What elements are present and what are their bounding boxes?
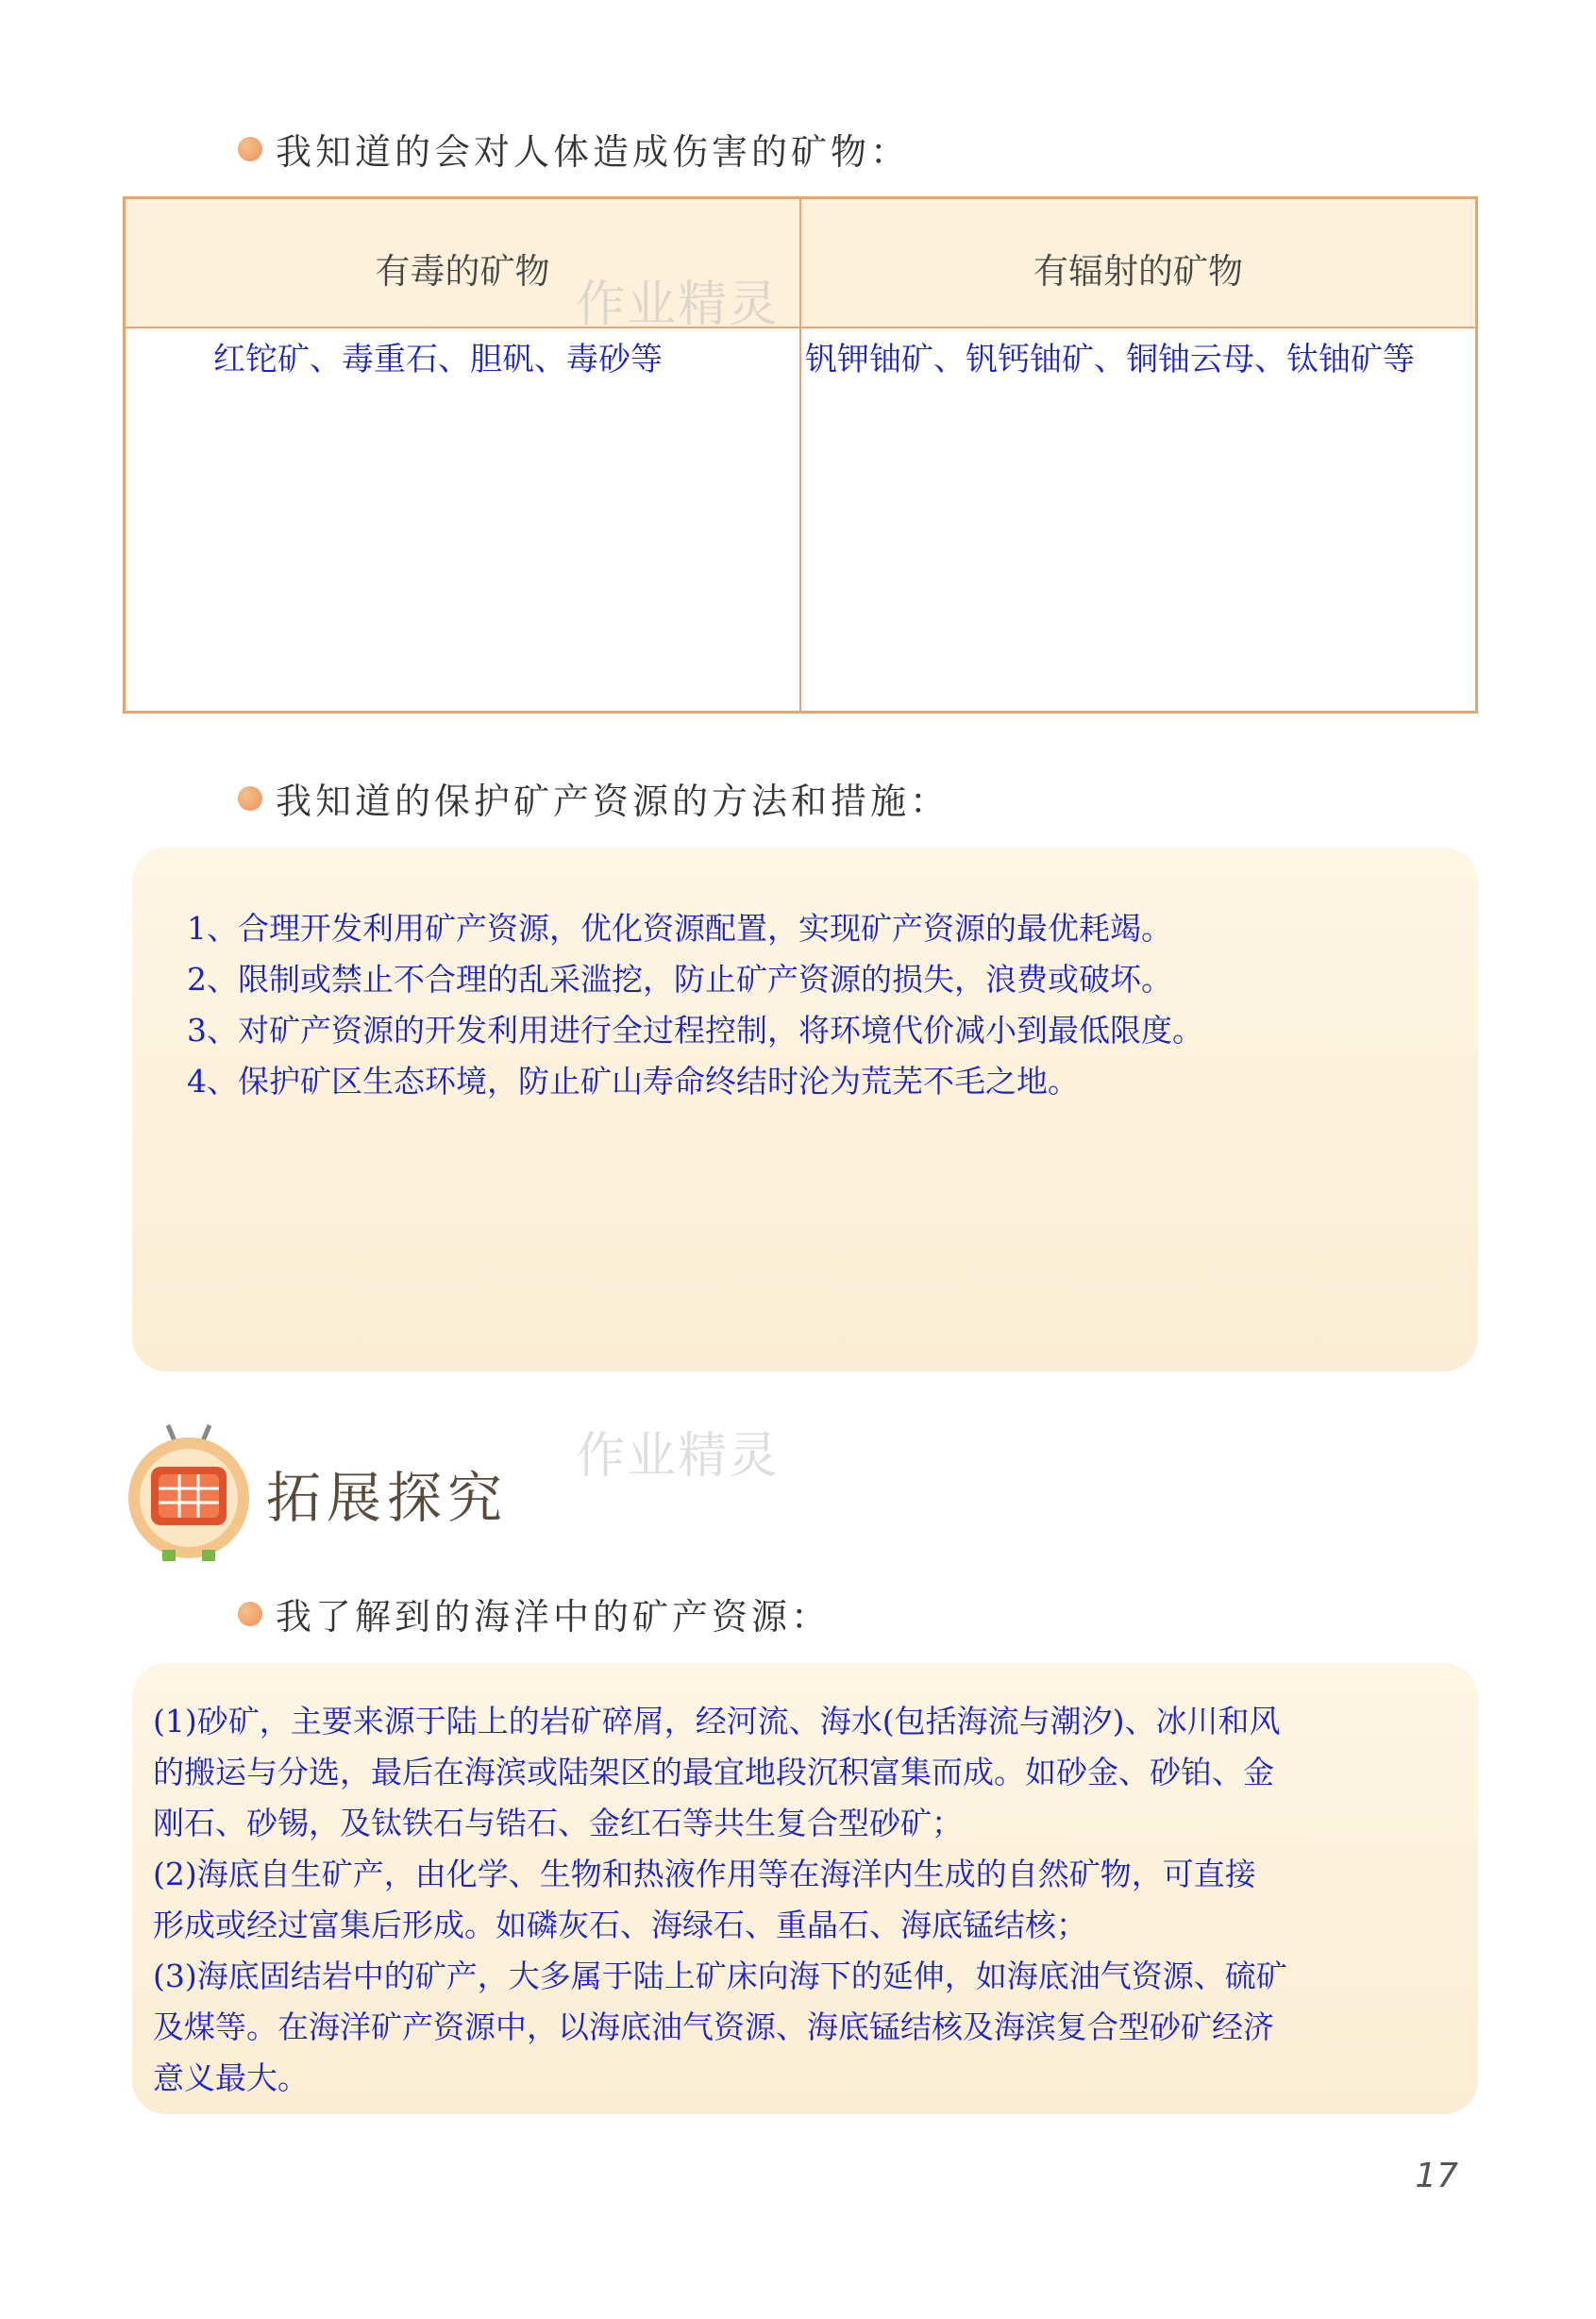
toxic-minerals-answer: 红铊矿、毒重石、胆矾、毒砂等 xyxy=(213,341,663,378)
bullet-dot-icon xyxy=(238,137,262,161)
ocean-line-7: 及煤等。在海洋矿产资源中，以海底油气资源、海底锰结核及海滨复合型砂矿经济 xyxy=(153,2008,1274,2045)
section1-heading-text: 我知道的会对人体造成伤害的矿物： xyxy=(276,131,911,173)
ocean-line-6: (3)海底固结岩中的矿产，大多属于陆上矿床向海下的延伸，如海底油气资源、硫矿 xyxy=(153,1958,1287,1994)
radioactive-minerals-answer: 钒钾铀矿、钒钙铀矿、铜铀云母、钛铀矿等 xyxy=(805,341,1415,378)
extension-heading-text: 我了解到的海洋中的矿产资源： xyxy=(276,1596,832,1638)
ocean-line-4: (2)海底自生矿产，由化学、生物和热液作用等在海洋内生成的自然矿物，可直接 xyxy=(153,1856,1256,1892)
ocean-line-1: (1)砂矿，主要来源于陆上的岩矿碎屑，经河流、海水(包括海流与潮汐)、冰川和风 xyxy=(153,1703,1281,1739)
extension-title: 拓展探究 xyxy=(266,1466,509,1530)
ocean-line-8: 意义最大。 xyxy=(153,2059,309,2096)
section2-heading-text: 我知道的保护矿产资源的方法和措施： xyxy=(276,781,950,822)
toxic-minerals-header: 有毒的矿物 xyxy=(375,251,550,292)
radioactive-minerals-header: 有辐射的矿物 xyxy=(1033,251,1243,292)
ocean-line-3: 刚石、砂锡，及钛铁石与锆石、金红石等共生复合型砂矿； xyxy=(153,1805,963,1841)
bullet-dot-icon xyxy=(238,786,262,811)
ocean-line-5: 形成或经过富集后形成。如磷灰石、海绿石、重晶石、海底锰结核； xyxy=(153,1907,1087,1943)
section1-heading xyxy=(238,123,910,175)
section2-heading xyxy=(238,772,949,824)
protection-line-3: 3、对矿产资源的开发利用进行全过程控制，将环境代价减小到最低限度。 xyxy=(187,1012,1203,1049)
extension-heading xyxy=(238,1588,831,1639)
watermark: 作业精灵 xyxy=(576,277,781,333)
protection-line-4: 4、保护矿区生态环境，防止矿山寿命终结时沦为荒芜不毛之地。 xyxy=(187,1063,1079,1100)
mineral-table xyxy=(123,196,1478,714)
protection-methods-panel xyxy=(132,848,1478,1371)
watermark: 作业精灵 xyxy=(576,1428,781,1485)
protection-line-1: 1、合理开发利用矿产资源，优化资源配置，实现矿产资源的最优耗竭。 xyxy=(187,910,1172,947)
bullet-dot-icon xyxy=(238,1602,262,1626)
tv-robot-icon xyxy=(123,1408,255,1564)
page-number: 17 xyxy=(1415,2157,1458,2195)
ocean-line-2: 的搬运与分选，最后在海滨或陆架区的最宜地段沉积富集而成。如砂金、砂铂、金 xyxy=(153,1754,1274,1790)
protection-line-2: 2、限制或禁止不合理的乱采滥挖，防止矿产资源的损失，浪费或破坏。 xyxy=(187,961,1172,998)
ocean-minerals-panel xyxy=(132,1663,1478,2114)
